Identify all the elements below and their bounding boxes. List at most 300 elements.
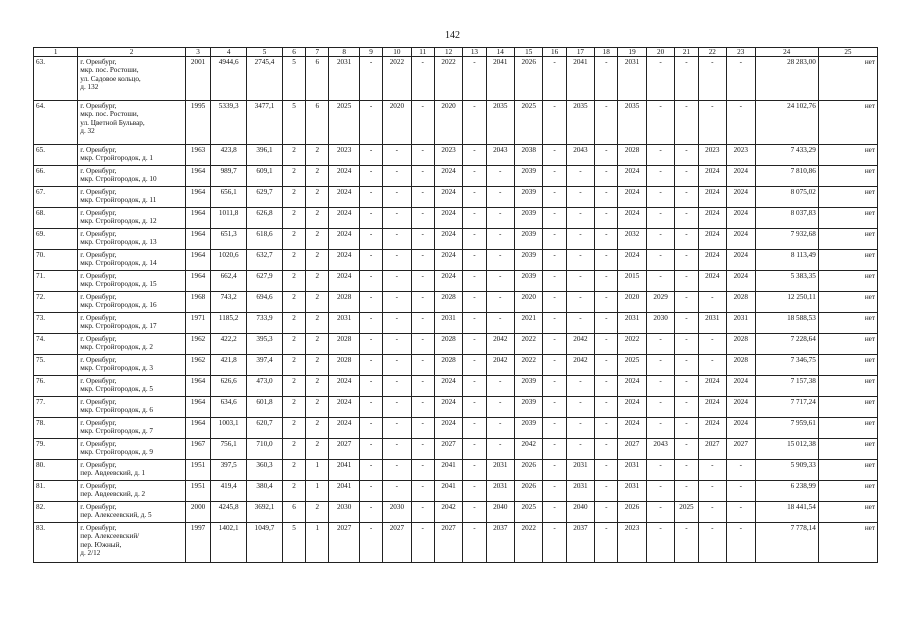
cell-col-7: 2 [306, 376, 329, 397]
cell-col-10: - [383, 145, 411, 166]
cell-col-23: 2024 [727, 397, 755, 418]
row-number: 82. [34, 502, 78, 523]
cell-col-22: - [698, 502, 726, 523]
address-cell [78, 502, 186, 523]
cell-col-11: - [411, 101, 434, 145]
cell-col-16: - [543, 166, 566, 187]
cell-col-18: - [595, 229, 618, 250]
cell-col-15: 2022 [515, 355, 543, 376]
cell-col-14: - [486, 208, 514, 229]
cell-col-15: 2039 [515, 250, 543, 271]
cell-col-5: 3692,1 [247, 502, 283, 523]
cell-col-6: 2 [282, 481, 305, 502]
cell-col-19: 2024 [618, 250, 646, 271]
address-line: мкр. пос. Ростоши, [80, 66, 139, 75]
cell-col-12: 2031 [434, 313, 462, 334]
cell-col-4: 4245,8 [211, 502, 247, 523]
column-header: 21 [675, 48, 698, 57]
table-row [34, 271, 878, 292]
address-line: г. Оренбург, [80, 377, 117, 385]
cell-col-20: - [646, 502, 674, 523]
cell-col-13: - [463, 523, 486, 563]
address-line: г. Оренбург, [80, 209, 117, 217]
cell-col-9: - [359, 271, 382, 292]
cell-col-13: - [463, 313, 486, 334]
cell-col-6: 2 [282, 439, 305, 460]
address-line: пер. Алексеевский/ [80, 532, 140, 541]
address-line: г. Оренбург, [80, 314, 117, 322]
cell-col-16: - [543, 376, 566, 397]
cell-col-22: 2027 [698, 439, 726, 460]
cell-col-3: 1963 [185, 145, 210, 166]
cell-col-18: - [595, 397, 618, 418]
cell-col-24: 7 433,29 [755, 145, 818, 166]
cell-col-6: 2 [282, 145, 305, 166]
address-line: г. Оренбург, [80, 419, 117, 427]
cell-col-12: 2020 [434, 101, 462, 145]
cell-col-20: - [646, 523, 674, 563]
cell-col-10: - [383, 376, 411, 397]
cell-col-22: - [698, 460, 726, 481]
cell-col-10: - [383, 313, 411, 334]
cell-col-23: - [727, 502, 755, 523]
cell-col-5: 710,0 [247, 439, 283, 460]
cell-col-7: 2 [306, 355, 329, 376]
table-row [34, 145, 878, 166]
cell-col-22: 2031 [698, 313, 726, 334]
cell-col-20: - [646, 57, 674, 101]
cell-col-16: - [543, 229, 566, 250]
cell-col-9: - [359, 439, 382, 460]
cell-col-9: - [359, 187, 382, 208]
cell-col-3: 1962 [185, 334, 210, 355]
cell-col-12: 2028 [434, 355, 462, 376]
cell-col-10: - [383, 355, 411, 376]
cell-col-13: - [463, 376, 486, 397]
cell-col-4: 656,1 [211, 187, 247, 208]
cell-col-14: 2042 [486, 355, 514, 376]
cell-col-11: - [411, 502, 434, 523]
table-row [34, 460, 878, 481]
row-number: 72. [34, 292, 78, 313]
cell-col-7: 6 [306, 101, 329, 145]
cell-col-24: 12 250,11 [755, 292, 818, 313]
address-cell [78, 187, 186, 208]
cell-col-15: 2020 [515, 292, 543, 313]
address-line: г. Оренбург, [80, 102, 117, 110]
row-number: 70. [34, 250, 78, 271]
cell-col-25: нет [818, 481, 877, 502]
cell-col-6: 5 [282, 101, 305, 145]
cell-col-16: - [543, 271, 566, 292]
cell-col-17: 2040 [566, 502, 594, 523]
cell-col-11: - [411, 481, 434, 502]
cell-col-5: 632,7 [247, 250, 283, 271]
cell-col-16: - [543, 145, 566, 166]
cell-col-14: - [486, 292, 514, 313]
cell-col-7: 1 [306, 523, 329, 563]
column-header: 17 [566, 48, 594, 57]
cell-col-6: 2 [282, 229, 305, 250]
cell-col-22: 2024 [698, 166, 726, 187]
cell-col-23: 2024 [727, 166, 755, 187]
cell-col-10: - [383, 418, 411, 439]
cell-col-22: - [698, 334, 726, 355]
cell-col-14: 2040 [486, 502, 514, 523]
cell-col-17: 2042 [566, 334, 594, 355]
table-row [34, 334, 878, 355]
column-header: 6 [282, 48, 305, 57]
cell-col-15: 2026 [515, 57, 543, 101]
cell-col-7: 1 [306, 481, 329, 502]
cell-col-6: 2 [282, 397, 305, 418]
cell-col-21: - [675, 418, 698, 439]
cell-col-12: 2022 [434, 57, 462, 101]
row-number: 79. [34, 439, 78, 460]
cell-col-3: 1951 [185, 460, 210, 481]
cell-col-5: 627,9 [247, 271, 283, 292]
cell-col-15: 2039 [515, 418, 543, 439]
cell-col-6: 2 [282, 166, 305, 187]
cell-col-12: 2041 [434, 481, 462, 502]
cell-col-21: 2025 [675, 502, 698, 523]
cell-col-17: - [566, 187, 594, 208]
cell-col-17: - [566, 439, 594, 460]
cell-col-21: - [675, 101, 698, 145]
cell-col-18: - [595, 439, 618, 460]
cell-col-24: 7 228,64 [755, 334, 818, 355]
cell-col-3: 1967 [185, 439, 210, 460]
cell-col-23: 2024 [727, 376, 755, 397]
cell-col-23: 2028 [727, 334, 755, 355]
address-line: мкр. Стройгородок, д. 10 [80, 175, 157, 184]
cell-col-9: - [359, 334, 382, 355]
cell-col-24: 15 012,38 [755, 439, 818, 460]
cell-col-19: 2031 [618, 57, 646, 101]
address-line: мкр. Стройгородок, д. 13 [80, 238, 157, 247]
cell-col-20: - [646, 460, 674, 481]
cell-col-23: 2024 [727, 418, 755, 439]
cell-col-4: 1020,6 [211, 250, 247, 271]
cell-col-23: - [727, 460, 755, 481]
cell-col-7: 2 [306, 502, 329, 523]
column-header: 14 [486, 48, 514, 57]
cell-col-19: 2024 [618, 418, 646, 439]
cell-col-13: - [463, 418, 486, 439]
cell-col-18: - [595, 334, 618, 355]
cell-col-10: - [383, 439, 411, 460]
cell-col-5: 380,4 [247, 481, 283, 502]
cell-col-17: 2031 [566, 460, 594, 481]
cell-col-17: 2031 [566, 481, 594, 502]
table-row [34, 523, 878, 563]
cell-col-20: - [646, 271, 674, 292]
address-line: пер. Авдеевский, д. 2 [80, 490, 146, 499]
cell-col-8: 2027 [329, 439, 360, 460]
cell-col-17: - [566, 313, 594, 334]
cell-col-12: 2024 [434, 397, 462, 418]
cell-col-15: 2022 [515, 334, 543, 355]
cell-col-24: 7 810,86 [755, 166, 818, 187]
cell-col-4: 1185,2 [211, 313, 247, 334]
cell-col-16: - [543, 250, 566, 271]
address-line: г. Оренбург, [80, 398, 117, 406]
cell-col-19: 2027 [618, 439, 646, 460]
address-line: ул. Цветной Бульвар, [80, 118, 145, 127]
cell-col-15: 2039 [515, 376, 543, 397]
cell-col-17: - [566, 376, 594, 397]
cell-col-17: 2041 [566, 57, 594, 101]
row-number: 80. [34, 460, 78, 481]
cell-col-11: - [411, 187, 434, 208]
cell-col-15: 2039 [515, 229, 543, 250]
cell-col-10: - [383, 334, 411, 355]
cell-col-3: 1964 [185, 187, 210, 208]
address-line: г. Оренбург, [80, 440, 117, 448]
cell-col-20: - [646, 334, 674, 355]
table-row [34, 208, 878, 229]
cell-col-5: 395,3 [247, 334, 283, 355]
cell-col-12: 2023 [434, 145, 462, 166]
cell-col-22: - [698, 101, 726, 145]
address-line: мкр. Стройгородок, д. 6 [80, 406, 154, 415]
cell-col-14: - [486, 376, 514, 397]
cell-col-15: 2042 [515, 439, 543, 460]
cell-col-22: 2024 [698, 418, 726, 439]
cell-col-11: - [411, 523, 434, 563]
cell-col-8: 2024 [329, 229, 360, 250]
cell-col-20: 2029 [646, 292, 674, 313]
cell-col-5: 618,6 [247, 229, 283, 250]
cell-col-14: - [486, 271, 514, 292]
cell-col-17: 2043 [566, 145, 594, 166]
cell-col-20: - [646, 145, 674, 166]
cell-col-22: 2024 [698, 250, 726, 271]
cell-col-24: 8 075,02 [755, 187, 818, 208]
cell-col-18: - [595, 187, 618, 208]
column-header: 23 [727, 48, 755, 57]
cell-col-22: - [698, 292, 726, 313]
cell-col-13: - [463, 208, 486, 229]
column-header: 13 [463, 48, 486, 57]
cell-col-19: 2024 [618, 208, 646, 229]
cell-col-3: 1968 [185, 292, 210, 313]
cell-col-10: - [383, 166, 411, 187]
cell-col-7: 2 [306, 208, 329, 229]
address-cell [78, 481, 186, 502]
address-line: г. Оренбург, [80, 167, 117, 175]
cell-col-19: 2024 [618, 397, 646, 418]
cell-col-8: 2031 [329, 57, 360, 101]
cell-col-18: - [595, 292, 618, 313]
cell-col-7: 2 [306, 250, 329, 271]
cell-col-13: - [463, 166, 486, 187]
table-row [34, 313, 878, 334]
cell-col-15: 2039 [515, 397, 543, 418]
cell-col-21: - [675, 313, 698, 334]
table-body [34, 57, 878, 563]
cell-col-24: 7 959,61 [755, 418, 818, 439]
cell-col-11: - [411, 397, 434, 418]
cell-col-24: 7 717,24 [755, 397, 818, 418]
cell-col-23: 2028 [727, 355, 755, 376]
cell-col-11: - [411, 376, 434, 397]
row-number: 69. [34, 229, 78, 250]
cell-col-9: - [359, 523, 382, 563]
row-number: 71. [34, 271, 78, 292]
cell-col-16: - [543, 397, 566, 418]
table-header-row [34, 48, 878, 57]
row-number: 74. [34, 334, 78, 355]
cell-col-21: - [675, 376, 698, 397]
cell-col-21: - [675, 334, 698, 355]
cell-col-8: 2028 [329, 334, 360, 355]
cell-col-10: 2020 [383, 101, 411, 145]
cell-col-9: - [359, 208, 382, 229]
cell-col-4: 989,7 [211, 166, 247, 187]
cell-col-4: 422,2 [211, 334, 247, 355]
cell-col-11: - [411, 460, 434, 481]
cell-col-4: 634,6 [211, 397, 247, 418]
address-cell [78, 145, 186, 166]
address-line: г. Оренбург, [80, 293, 117, 301]
cell-col-11: - [411, 250, 434, 271]
cell-col-14: 2035 [486, 101, 514, 145]
cell-col-5: 473,0 [247, 376, 283, 397]
cell-col-3: 1964 [185, 271, 210, 292]
cell-col-22: 2024 [698, 271, 726, 292]
cell-col-6: 2 [282, 376, 305, 397]
cell-col-24: 7 778,14 [755, 523, 818, 563]
cell-col-11: - [411, 145, 434, 166]
cell-col-23: 2024 [727, 229, 755, 250]
cell-col-16: - [543, 101, 566, 145]
cell-col-23: 2028 [727, 292, 755, 313]
cell-col-9: - [359, 57, 382, 101]
cell-col-17: 2035 [566, 101, 594, 145]
cell-col-8: 2024 [329, 418, 360, 439]
table-row [34, 418, 878, 439]
address-cell [78, 101, 186, 145]
address-cell [78, 460, 186, 481]
cell-col-20: - [646, 481, 674, 502]
cell-col-19: 2023 [618, 523, 646, 563]
cell-col-24: 7 346,75 [755, 355, 818, 376]
cell-col-23: 2024 [727, 250, 755, 271]
address-line: д. 132 [80, 83, 99, 92]
cell-col-23: 2027 [727, 439, 755, 460]
cell-col-6: 5 [282, 57, 305, 101]
row-number: 64. [34, 101, 78, 145]
cell-col-17: - [566, 292, 594, 313]
address-cell [78, 57, 186, 101]
cell-col-21: - [675, 250, 698, 271]
column-header: 12 [434, 48, 462, 57]
cell-col-24: 6 238,99 [755, 481, 818, 502]
cell-col-5: 694,6 [247, 292, 283, 313]
cell-col-15: 2039 [515, 166, 543, 187]
table-row [34, 166, 878, 187]
cell-col-25: нет [818, 397, 877, 418]
cell-col-20: - [646, 397, 674, 418]
cell-col-6: 2 [282, 208, 305, 229]
cell-col-20: 2030 [646, 313, 674, 334]
cell-col-24: 5 383,35 [755, 271, 818, 292]
cell-col-9: - [359, 355, 382, 376]
cell-col-16: - [543, 334, 566, 355]
cell-col-3: 1962 [185, 355, 210, 376]
cell-col-3: 2000 [185, 502, 210, 523]
cell-col-13: - [463, 292, 486, 313]
cell-col-12: 2024 [434, 271, 462, 292]
cell-col-6: 2 [282, 292, 305, 313]
cell-col-7: 6 [306, 57, 329, 101]
address-line: г. Оренбург, [80, 524, 117, 532]
cell-col-9: - [359, 166, 382, 187]
cell-col-14: 2041 [486, 57, 514, 101]
cell-col-23: 2023 [727, 145, 755, 166]
table-row [34, 187, 878, 208]
column-header: 15 [515, 48, 543, 57]
address-line: пер. Алексеевский, д. 5 [80, 511, 152, 520]
cell-col-16: - [543, 523, 566, 563]
address-line: д. 2/12 [80, 549, 101, 558]
cell-col-12: 2027 [434, 523, 462, 563]
cell-col-3: 1997 [185, 523, 210, 563]
cell-col-13: - [463, 145, 486, 166]
address-cell [78, 208, 186, 229]
cell-col-4: 651,3 [211, 229, 247, 250]
cell-col-19: 2022 [618, 334, 646, 355]
cell-col-10: 2022 [383, 57, 411, 101]
cell-col-21: - [675, 57, 698, 101]
address-line: г. Оренбург, [80, 188, 117, 196]
cell-col-11: - [411, 57, 434, 101]
cell-col-4: 662,4 [211, 271, 247, 292]
address-line: мкр. Стройгородок, д. 3 [80, 364, 154, 373]
cell-col-12: 2024 [434, 250, 462, 271]
cell-col-25: нет [818, 208, 877, 229]
cell-col-19: 2024 [618, 187, 646, 208]
cell-col-9: - [359, 313, 382, 334]
cell-col-13: - [463, 57, 486, 101]
cell-col-25: нет [818, 334, 877, 355]
address-cell [78, 355, 186, 376]
address-line: г. Оренбург, [80, 58, 117, 66]
cell-col-13: - [463, 271, 486, 292]
cell-col-10: - [383, 208, 411, 229]
cell-col-13: - [463, 355, 486, 376]
cell-col-25: нет [818, 250, 877, 271]
cell-col-5: 609,1 [247, 166, 283, 187]
cell-col-25: нет [818, 460, 877, 481]
cell-col-3: 1964 [185, 250, 210, 271]
cell-col-13: - [463, 397, 486, 418]
address-cell [78, 229, 186, 250]
cell-col-25: нет [818, 418, 877, 439]
cell-col-5: 626,8 [247, 208, 283, 229]
cell-col-8: 2024 [329, 208, 360, 229]
address-line: мкр. пос. Ростоши, [80, 110, 139, 119]
cell-col-5: 601,8 [247, 397, 283, 418]
cell-col-4: 5339,3 [211, 101, 247, 145]
cell-col-18: - [595, 271, 618, 292]
cell-col-17: - [566, 397, 594, 418]
cell-col-17: - [566, 166, 594, 187]
cell-col-19: 2035 [618, 101, 646, 145]
cell-col-23: 2024 [727, 271, 755, 292]
row-number: 83. [34, 523, 78, 563]
